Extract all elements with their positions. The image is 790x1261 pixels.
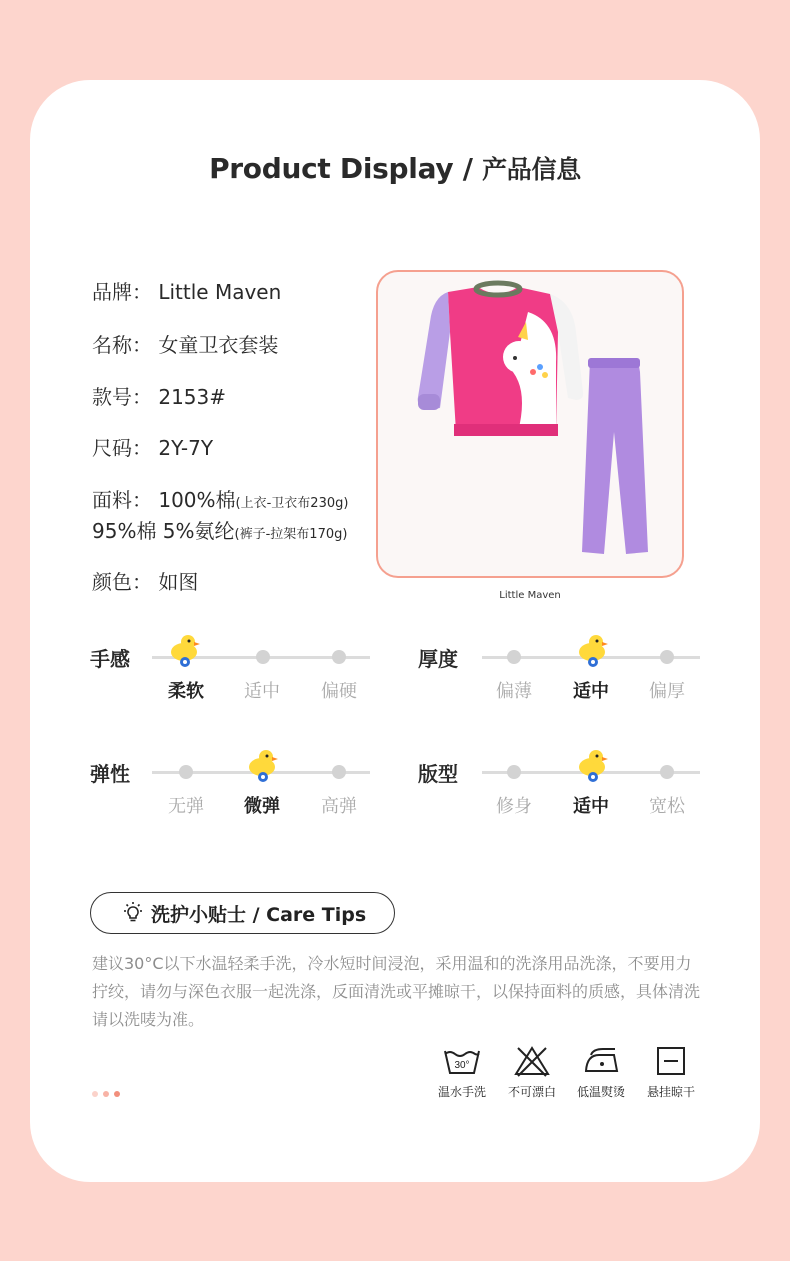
svg-text:30°: 30° <box>454 1060 470 1071</box>
hand-wash-30-icon <box>442 1045 482 1077</box>
duck-marker-icon <box>576 747 610 783</box>
attr-option-loose: 宽松 <box>649 796 685 817</box>
spec-fabric: 面料： 100%棉(上衣-卫衣布230g) <box>92 488 349 512</box>
attr-option-none: 无弹 <box>168 796 204 817</box>
care-item-hang-dry: 悬挂晾干 <box>636 1045 706 1100</box>
attr-dot <box>179 765 193 779</box>
attr-dot <box>332 765 346 779</box>
duck-marker-icon <box>168 632 202 668</box>
care-item-hand-wash: 30° 温水手洗 <box>427 1045 497 1100</box>
duck-marker-icon <box>246 747 280 783</box>
spec-model: 款号： 2153# <box>92 385 227 409</box>
attr-label-thickness: 厚度 <box>418 647 458 671</box>
page-title: Product Display / 产品信息 <box>209 152 581 185</box>
sweatshirt-illustration <box>418 283 583 436</box>
attr-option-thin: 偏薄 <box>496 681 532 702</box>
duck-marker-icon <box>576 632 610 668</box>
attr-option-medium: 适中 <box>573 681 609 702</box>
care-tips-heading: 洗护小贴士 / Care Tips <box>90 892 395 934</box>
pants-illustration <box>582 358 648 554</box>
attr-option-slim: 修身 <box>496 796 532 817</box>
image-caption: Little Maven <box>499 590 561 601</box>
no-bleach-icon <box>512 1045 552 1077</box>
care-tips-text: 建议30°C以下水温轻柔手洗，冷水短时间浸泡，采用温和的洗涤用品洗涤，不要用力拧绞，请勿与深色衣服一起洗涤，反面清洗或平摊晾干，以保持面料的质感，具体清洗请以洗唛为准。 <box>92 954 701 1029</box>
page-dot <box>114 1091 120 1097</box>
spec-size: 尺码： 2Y-7Y <box>92 436 214 460</box>
hang-dry-icon <box>651 1045 691 1077</box>
page-dot <box>103 1091 109 1097</box>
attr-option-thick: 偏厚 <box>649 681 685 702</box>
lightbulb-icon <box>121 901 145 925</box>
spec-color: 颜色： 如图 <box>92 570 199 594</box>
attr-option-medium: 适中 <box>244 681 280 702</box>
pagination-dots <box>92 1091 120 1097</box>
attr-option-soft: 柔软 <box>168 681 204 702</box>
spec-name: 名称： 女童卫衣套装 <box>92 333 279 357</box>
attr-label-feel: 手感 <box>90 647 130 671</box>
attr-dot <box>256 650 270 664</box>
spec-brand: 品牌： Little Maven <box>92 280 282 304</box>
attr-dot <box>660 765 674 779</box>
care-item-no-bleach: 不可漂白 <box>497 1045 567 1100</box>
attr-dot <box>507 765 521 779</box>
attr-label-elasticity: 弹性 <box>90 762 130 786</box>
attr-dot <box>507 650 521 664</box>
attr-option-hard: 偏硬 <box>321 681 357 702</box>
attr-option-slight: 微弹 <box>244 796 280 817</box>
low-iron-icon <box>581 1045 621 1077</box>
page-dot <box>92 1091 98 1097</box>
spec-fabric-pants: 95%棉 5%氨纶(裤子-拉架布170g) <box>92 519 348 543</box>
attr-dot <box>660 650 674 664</box>
care-item-low-iron: 低温熨烫 <box>566 1045 636 1100</box>
attr-option-regular: 适中 <box>573 796 609 817</box>
product-image <box>376 270 684 578</box>
attr-option-high: 高弹 <box>321 796 357 817</box>
attr-dot <box>332 650 346 664</box>
attr-label-fit: 版型 <box>418 762 458 786</box>
